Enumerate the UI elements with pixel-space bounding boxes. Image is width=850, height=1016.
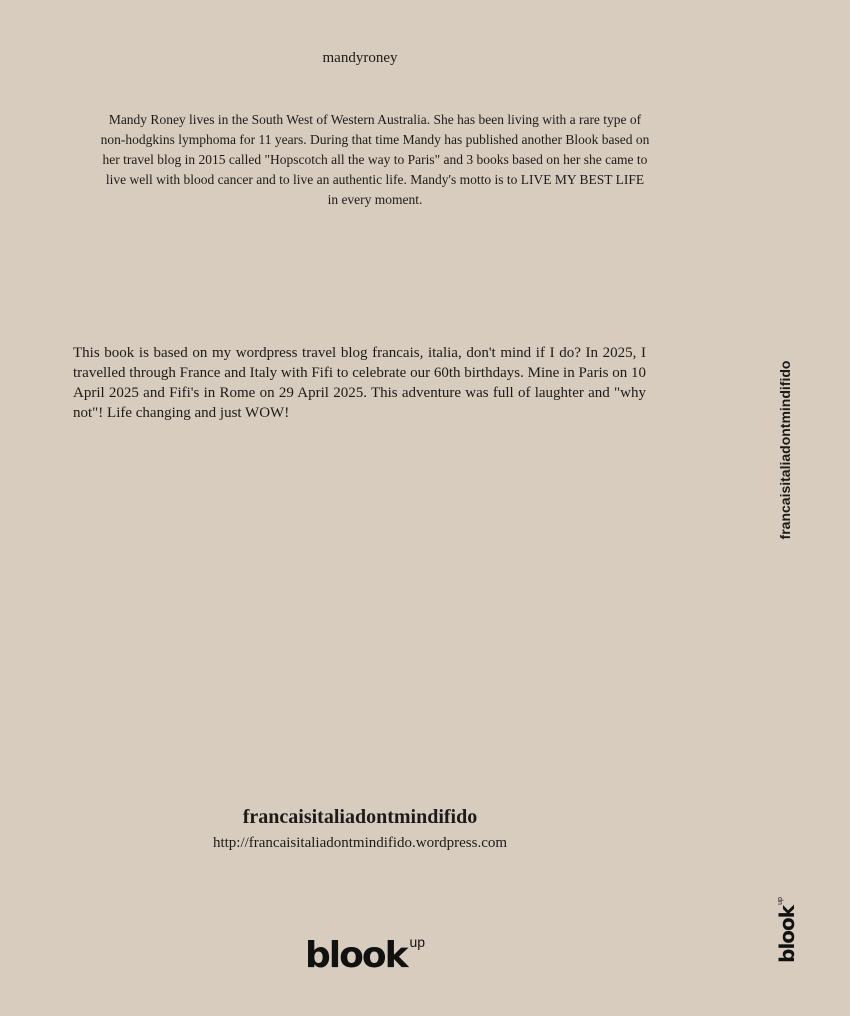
spine-logo-superscript: up (777, 897, 784, 905)
book-title: francaisitaliadontmindifido (242, 806, 478, 828)
spine-logo-text: blook (775, 905, 799, 963)
blookup-logo (305, 920, 425, 978)
logo-superscript: up (409, 934, 426, 950)
spine-title: francaisitaliadontmindifido (777, 360, 793, 540)
author-bio: Mandy Roney lives in the South West of Western Australia. She has been living with a rare type of non-hodgkins lymphoma for 11 years. During that time Mandy has published another Blook based on her travel blog in 2015 called "Hopscotch all the way to Paris" and 3 books based on her she came to live well with blood cancer and to live an authentic life. Mandy's motto is to LIVE MY BEST LIFE in every moment. (100, 112, 650, 207)
book-url: http://francaisitaliadontmindifido.wordpress.com (212, 835, 508, 851)
logo-text: blook (305, 935, 407, 976)
spine-blookup-logo (775, 897, 799, 963)
book-blurb: This book is based on my wordpress travel blog francais, italia, don't mind if I do? In 2025, I travelled through France and Italy with Fifi to celebrate our 60th birthdays. Mine in Paris on 10 April 2025 and Fifi's in Rome on 29 April 2025. This adventure was full of laughter and "why not"! Life changing and just WOW! (73, 345, 646, 421)
author-name: mandyroney (322, 50, 398, 66)
